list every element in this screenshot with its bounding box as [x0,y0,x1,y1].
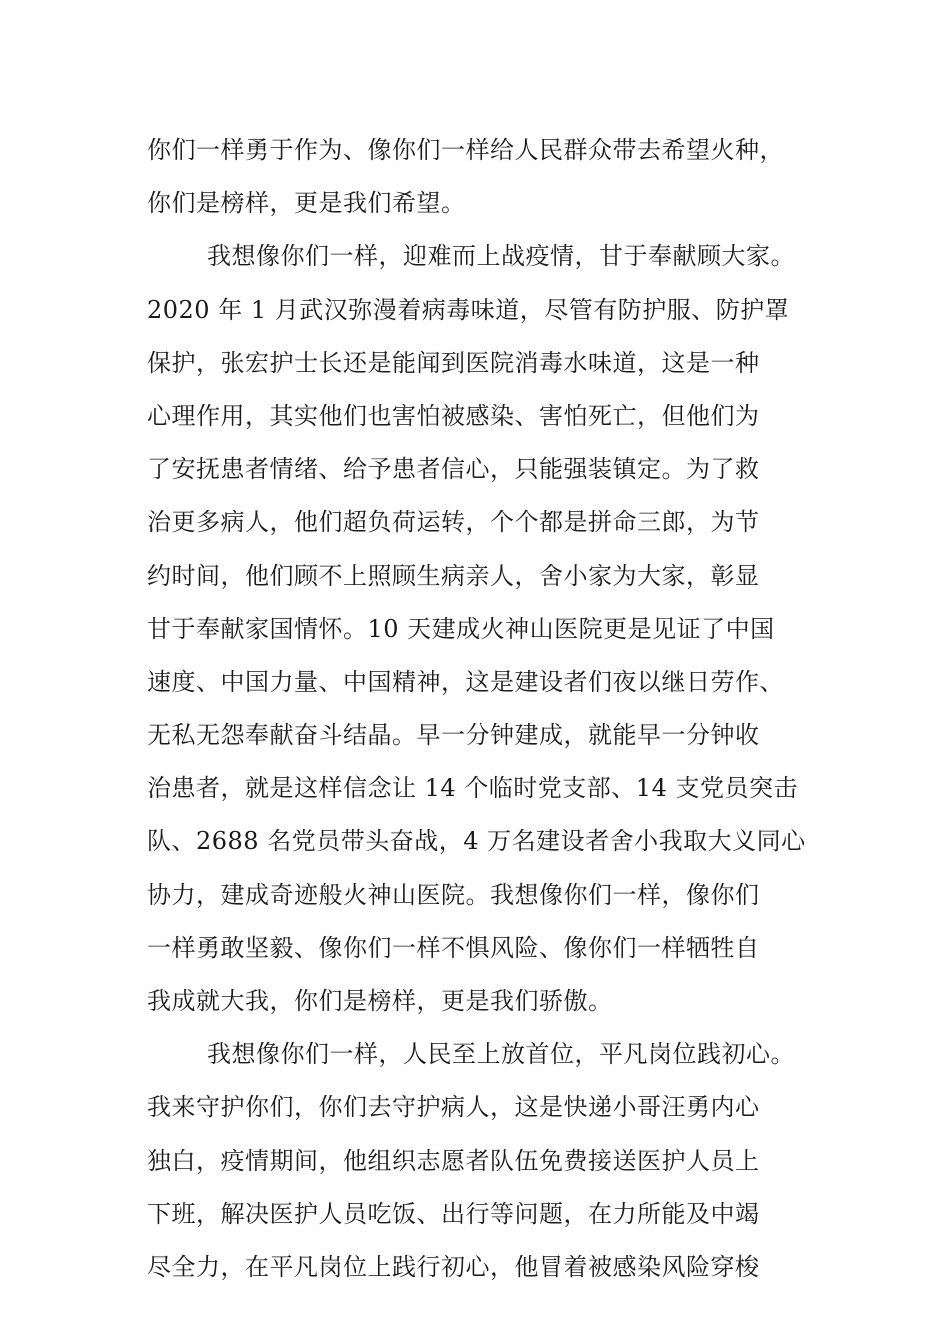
paragraph-start-line: 我想像你们一样，人民至上放首位，平凡岗位践初心。 [207,1040,795,1069]
paragraph-start-line: 我想像你们一样，迎难而上战疫情，甘于奉献顾大家。 [207,242,795,271]
text-line: 你们是榜样，更是我们希望。 [147,189,466,218]
text-line: 2020 年 1 月武汉弥漫着病毒味道，尽管有防护服、防护罩 [147,295,790,324]
text-line: 队、2688 名党员带头奋战，4 万名建设者舍小我取大义同心 [147,827,806,856]
text-line: 尽全力，在平凡岗位上践行初心，他冒着被感染风险穿梭 [147,1252,760,1281]
text-line: 保护，张宏护士长还是能闻到医院消毒水味道，这是一种 [147,348,760,377]
text-line: 速度、中国力量、中国精神，这是建设者们夜以继日劳作、 [147,667,784,696]
body-text [147,124,827,1294]
text-line: 了安抚患者情绪、给予患者信心，只能强装镇定。为了救 [147,455,760,484]
text-line: 我来守护你们，你们去守护病人，这是快递小哥汪勇内心 [147,1093,760,1122]
text-line: 治患者，就是这样信念让 14 个临时党支部、14 支党员突击 [147,774,798,803]
text-line: 甘于奉献家国情怀。10 天建成火神山医院更是见证了中国 [147,614,775,643]
text-line: 独白，疫情期间，他组织志愿者队伍免费接送医护人员上 [147,1146,760,1175]
text-line: 治更多病人，他们超负荷运转，个个都是拼命三郎，为节 [147,508,760,537]
text-line: 我成就大我，你们是榜样，更是我们骄傲。 [147,987,613,1015]
text-line: 约时间，他们顾不上照顾生病亲人，舍小家为大家，彰显 [147,561,760,590]
text-line: 协力，建成奇迹般火神山医院。我想像你们一样，像你们 [147,880,760,909]
text-line: 无私无怨奉献奋斗结晶。早一分钟建成，就能早一分钟收 [147,721,760,750]
text-line: 你们一样勇于作为、像你们一样给人民群众带去希望火种， [147,136,784,164]
text-line: 心理作用，其实他们也害怕被感染、害怕死亡，但他们为 [147,401,760,430]
text-line: 下班，解决医护人员吃饭、出行等问题，在力所能及中竭 [147,1199,760,1228]
text-line: 一样勇敢坚毅、像你们一样不惧风险、像你们一样牺牲自 [147,933,760,962]
